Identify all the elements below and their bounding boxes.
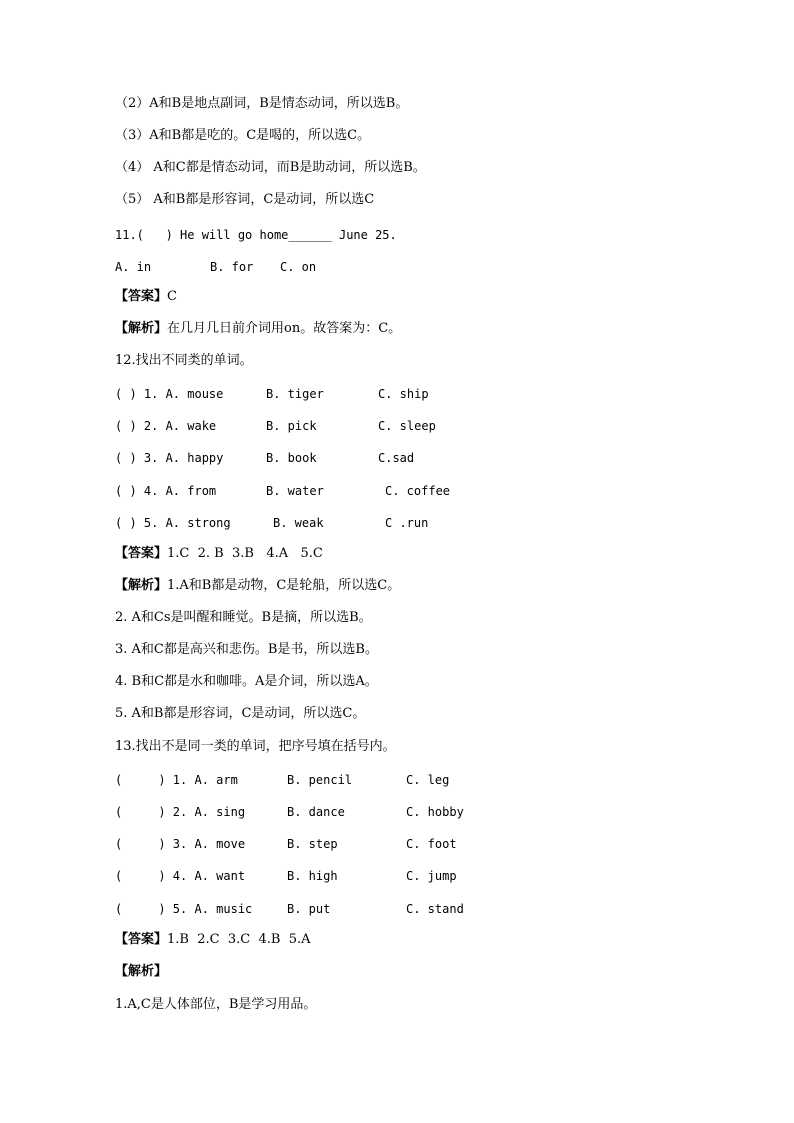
q12-row (115, 418, 515, 434)
q11-analysis (115, 321, 401, 337)
q13-row-1-b: B. pencil (287, 773, 353, 787)
q13-analysis-label: 【解析】 (115, 964, 168, 979)
q12-row-2-c: C. sleep (378, 419, 436, 433)
analysis-text: 在几月几日前介词用on。故答案为：C。 (167, 321, 402, 336)
q11-option-b: B. for (210, 260, 254, 274)
q10-analysis-line-3: （3）A和B都是吃的。C是喝的，所以选C。 (115, 128, 371, 143)
q11-options (115, 259, 415, 275)
answer-value: 1.B 2.C 3.C 4.B 5.A (167, 932, 311, 947)
q12-row-3-a: ( ) 3. A. happy (115, 451, 224, 465)
q12-row-5-c: C .run (385, 516, 429, 530)
q13-row-4-b: B. high (287, 869, 338, 883)
answer-value: C (167, 289, 177, 304)
q13-row (115, 868, 535, 884)
q13-row-5-a: ( ) 5. A. music (115, 902, 253, 916)
q13-row-1-a: ( ) 1. A. arm (115, 773, 238, 787)
q12-row (115, 450, 515, 466)
q13-row-5-c: C. stand (406, 902, 464, 916)
q12-analysis-2: 2. A和Cs是叫醒和睡觉。B是摘，所以选B。 (115, 610, 372, 625)
q13-row (115, 836, 535, 852)
q13-answer (115, 932, 310, 948)
q12-row-3-b: B. book (266, 451, 317, 465)
q12-analysis-5: 5. A和B都是形容词，C是动词，所以选C。 (115, 706, 366, 721)
q12-row-5-a: ( ) 5. A. strong (115, 516, 231, 530)
q13-row-4-a: ( ) 4. A. want (115, 869, 246, 883)
answer-label: 【答案】 (115, 546, 168, 561)
q12-title: 12.找出不同类的单词。 (115, 353, 253, 368)
answer-label: 【答案】 (115, 289, 168, 304)
answer-label: 【答案】 (115, 932, 168, 947)
q13-row-3-a: ( ) 3. A. move (115, 837, 246, 851)
q12-analysis-1 (115, 578, 400, 594)
q12-row-1-b: B. tiger (266, 387, 324, 401)
answer-value: 1.C 2. B 3.B 4.A 5.C (167, 546, 323, 561)
analysis-label: 【解析】 (115, 578, 168, 593)
q12-row-2-b: B. pick (266, 419, 317, 433)
q13-row-1-c: C. leg (406, 773, 450, 787)
q11-question: 11.( ) He will go home______ June 25. (115, 228, 397, 242)
q13-row-2-a: ( ) 2. A. sing (115, 805, 246, 819)
q13-analysis-1: 1.A,C是人体部位，B是学习用品。 (115, 997, 317, 1012)
q13-row-3-b: B. step (287, 837, 338, 851)
q11-option-a: A. in (115, 260, 152, 274)
q12-analysis-4: 4. B和C都是水和咖啡。A是介词，所以选A。 (115, 674, 378, 689)
q12-row (115, 483, 515, 499)
q13-row-3-c: C. foot (406, 837, 457, 851)
q12-row-1-a: ( ) 1. A. mouse (115, 387, 224, 401)
q12-row-4-b: B. water (266, 484, 324, 498)
q12-row-5-b: B. weak (273, 516, 324, 530)
q12-row (115, 515, 515, 531)
q12-answer (115, 546, 323, 562)
q10-analysis-line-5: （5） A和B都是形容词，C是动词，所以选C (115, 192, 375, 207)
q13-row-2-c: C. hobby (406, 805, 464, 819)
q12-analysis-3: 3. A和C都是高兴和悲伤。B是书，所以选B。 (115, 642, 378, 657)
q13-title: 13.找出不是同一类的单词，把序号填在括号内。 (115, 739, 396, 754)
q12-row-4-c: C. coffee (385, 484, 451, 498)
q13-row-5-b: B. put (287, 902, 331, 916)
q13-row (115, 804, 535, 820)
q10-analysis-line-2: （2）A和B是地点副词，B是情态动词，所以选B。 (115, 96, 409, 111)
analysis-text: 1.A和B都是动物，C是轮船，所以选C。 (167, 578, 401, 593)
q12-row-4-a: ( ) 4. A. from (115, 484, 217, 498)
q11-answer (115, 289, 177, 305)
q13-row-2-b: B. dance (287, 805, 345, 819)
q12-row-3-c: C.sad (378, 451, 415, 465)
q12-row-1-c: C. ship (378, 387, 429, 401)
q12-row-2-a: ( ) 2. A. wake (115, 419, 217, 433)
q13-row-4-c: C. jump (406, 869, 457, 883)
q13-row (115, 772, 535, 788)
q11-option-c: C. on (280, 260, 317, 274)
q12-row (115, 386, 515, 402)
q13-row (115, 901, 535, 917)
q10-analysis-line-4: （4） A和C都是情态动词，而B是助动词，所以选B。 (115, 160, 426, 175)
analysis-label: 【解析】 (115, 321, 168, 336)
